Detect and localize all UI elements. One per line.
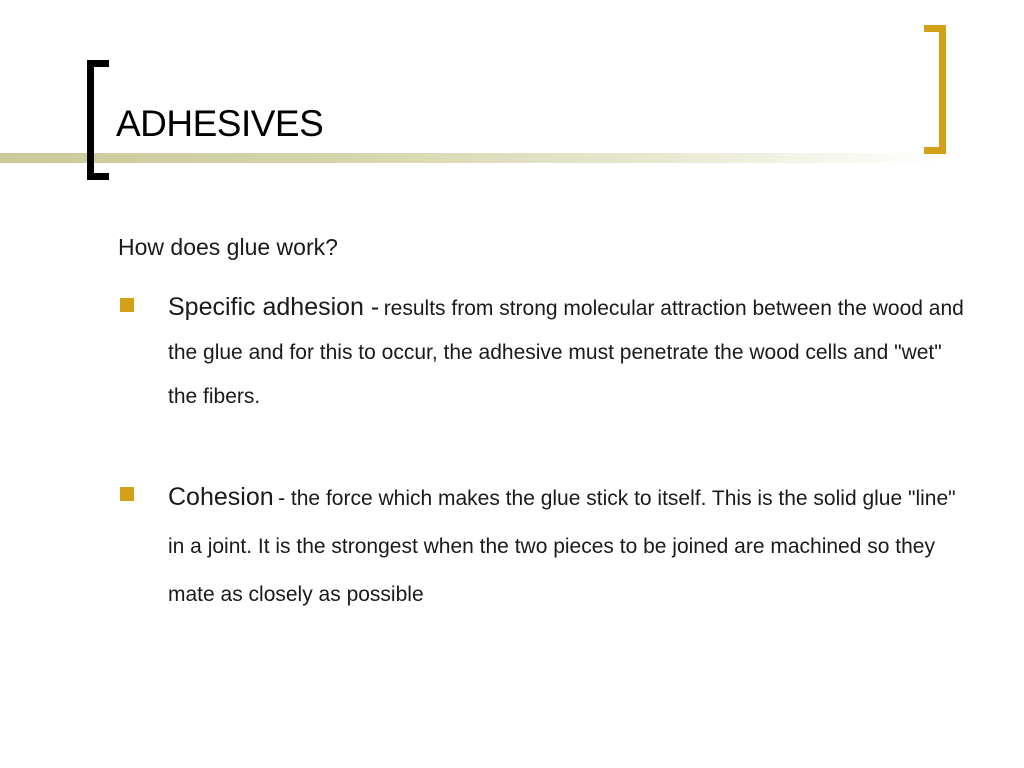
title-divider bbox=[0, 153, 940, 163]
slide-title: ADHESIVES bbox=[116, 103, 324, 144]
bullet-item-specific-adhesion bbox=[168, 286, 968, 420]
bullet-term: Cohesion bbox=[168, 483, 274, 511]
left-bracket-decoration bbox=[87, 60, 109, 180]
bullet-text: - the force which makes the glue stick to itself. This is the solid glue "line" in a joint. It is the strongest when the two pieces to be joined are machined so they mate as closely as possible bbox=[168, 487, 956, 606]
bullet-text: results from strong molecular attraction between the wood and the glue and for this to occur, the adhesive must penetrate the wood cells and "wet" the fibers. bbox=[168, 297, 964, 408]
bullet-item-cohesion bbox=[168, 474, 968, 620]
right-bracket-decoration bbox=[924, 25, 946, 154]
bullet-square-icon bbox=[120, 487, 134, 501]
bullet-term: Specific adhesion - bbox=[168, 293, 380, 321]
bullet-square-icon bbox=[120, 298, 134, 312]
intro-question: How does glue work? bbox=[118, 234, 338, 260]
